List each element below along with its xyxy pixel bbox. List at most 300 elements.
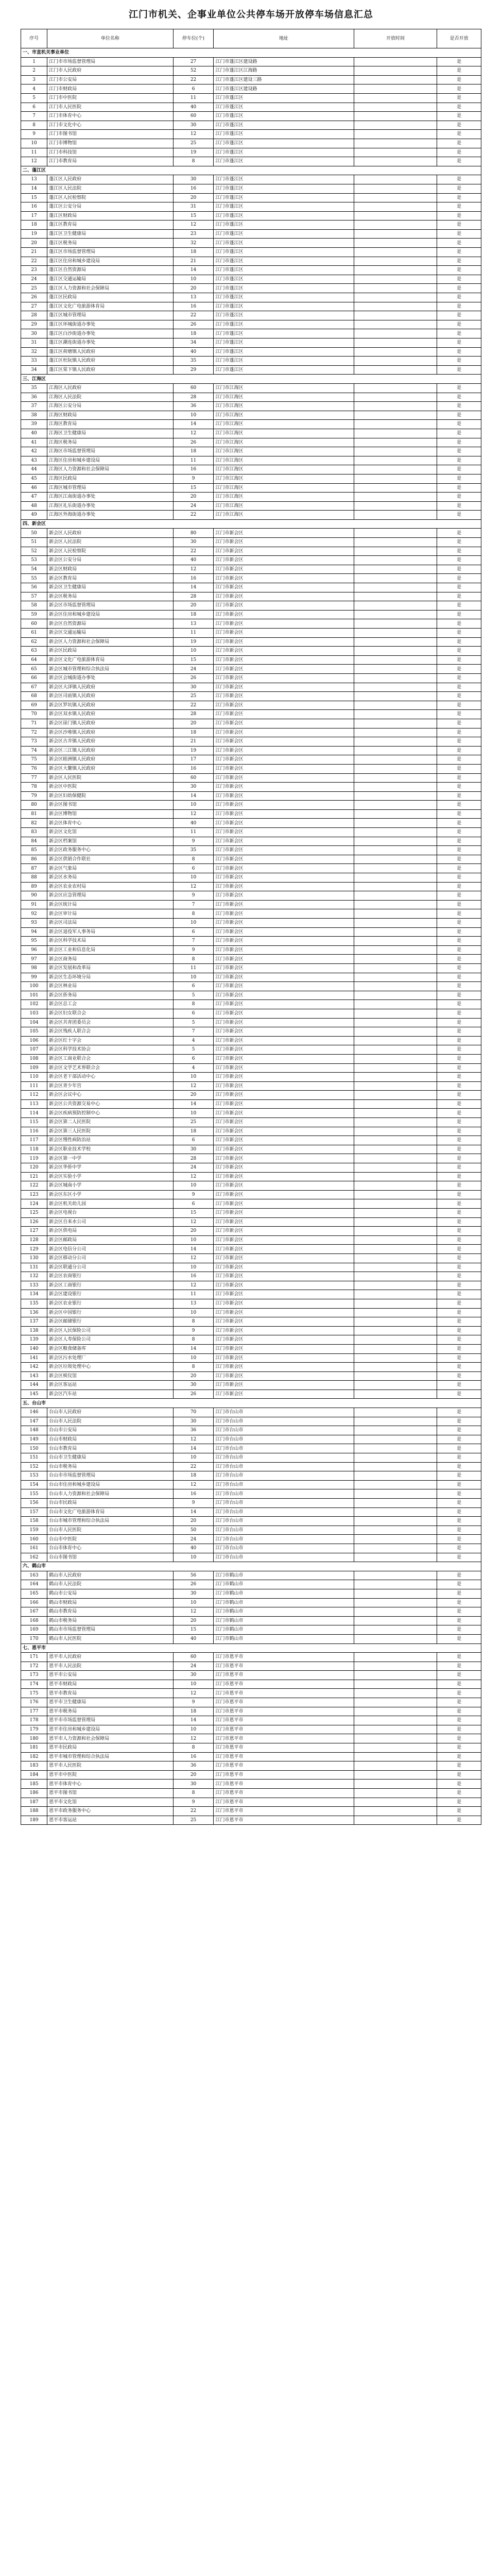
row-spaces: 10 [173,1109,214,1118]
row-address: 江门市恩平市 [214,1680,354,1689]
row-no: 31 [21,338,47,348]
row-spaces: 9 [173,1190,214,1199]
row-no: 114 [21,1109,47,1118]
row-no: 118 [21,1145,47,1154]
row-no: 12 [21,157,47,166]
row-address: 江门市蓬江区 [214,184,354,193]
row-spaces: 6 [173,84,214,94]
row-open-flag: 是 [437,547,481,556]
row-open-time [354,1308,437,1317]
row-name: 新会区华侨中学 [47,1163,174,1173]
row-address: 江门市台山市 [214,1517,354,1526]
row-open-flag: 是 [437,801,481,810]
table-row [21,248,481,257]
row-spaces: 30 [173,1145,214,1154]
row-no: 174 [21,1680,47,1689]
row-name: 新会区市场监督管理局 [47,601,174,611]
row-address: 江门市新会区 [214,665,354,674]
row-spaces: 10 [173,411,214,420]
row-name: 蓬江区财政局 [47,211,174,221]
row-open-time [354,311,437,320]
table-row [21,945,481,955]
table-row [21,1789,481,1798]
row-no: 92 [21,909,47,919]
row-spaces: 10 [173,647,214,656]
row-open-flag: 是 [437,483,481,493]
row-open-flag: 是 [437,1363,481,1372]
row-open-flag: 是 [437,1816,481,1825]
row-no: 101 [21,991,47,1000]
row-open-flag: 是 [437,248,481,257]
row-no: 60 [21,619,47,629]
row-open-flag: 是 [437,1353,481,1363]
row-open-time [354,637,437,647]
row-address: 江门市蓬江区建设三路 [214,75,354,84]
table-row [21,293,481,302]
row-open-flag: 是 [437,655,481,665]
row-open-time [354,148,437,157]
row-address: 江门市新会区 [214,991,354,1000]
row-name: 江门市人民政府 [47,66,174,76]
row-address: 江门市恩平市 [214,1734,354,1743]
row-address: 江门市鹤山市 [214,1580,354,1589]
row-name: 新会区三江镇人民政府 [47,746,174,755]
row-no: 10 [21,139,47,148]
row-spaces: 9 [173,1698,214,1707]
row-open-flag: 是 [437,673,481,683]
row-spaces: 24 [173,665,214,674]
row-name: 新会区东区小学 [47,1190,174,1199]
row-open-flag: 是 [437,1263,481,1272]
row-address: 江门市蓬江区 [214,248,354,257]
table-row [21,583,481,592]
row-open-flag: 是 [437,1389,481,1399]
row-open-time [354,783,437,792]
row-open-flag: 是 [437,1091,481,1100]
row-name: 江海区人民法院 [47,393,174,402]
row-open-flag: 是 [437,329,481,338]
row-spaces: 11 [173,828,214,837]
table-row [21,1036,481,1045]
row-no: 160 [21,1535,47,1544]
row-open-time [354,683,437,692]
row-open-flag: 是 [437,474,481,483]
row-no: 78 [21,783,47,792]
row-name: 新会区科学技术协会 [47,1045,174,1055]
row-open-flag: 是 [437,1671,481,1680]
row-name: 新会区双水镇人民政府 [47,710,174,719]
row-address: 江门市新会区 [214,637,354,647]
row-name: 蓬江区人民检察院 [47,193,174,202]
row-open-flag: 是 [437,1154,481,1163]
row-open-time [354,1317,437,1327]
row-name: 江门市财政局 [47,84,174,94]
row-spaces: 14 [173,266,214,275]
header-row [21,29,481,48]
row-spaces: 22 [173,75,214,84]
row-name: 新会区人力资源和社会保障局 [47,637,174,647]
row-address: 江门市台山市 [214,1444,354,1453]
row-spaces: 32 [173,239,214,248]
row-name: 新会区林业局 [47,982,174,991]
row-name: 江门市中医院 [47,93,174,103]
row-open-flag: 是 [437,1752,481,1761]
row-open-flag: 是 [437,1308,481,1317]
row-no: 180 [21,1734,47,1743]
row-open-flag: 是 [437,909,481,919]
row-name: 新会区供销合作联社 [47,855,174,864]
row-address: 江门市新会区 [214,1091,354,1100]
row-address: 江门市蓬江区 [214,275,354,284]
row-open-time [354,1389,437,1399]
row-open-flag: 是 [437,221,481,230]
row-open-flag: 是 [437,619,481,629]
row-open-time [354,221,437,230]
row-open-flag: 是 [437,1281,481,1290]
row-address: 江门市新会区 [214,647,354,656]
row-no: 186 [21,1789,47,1798]
row-open-time [354,75,437,84]
row-no: 95 [21,937,47,946]
row-open-flag: 是 [437,211,481,221]
row-no: 30 [21,329,47,338]
row-no: 5 [21,93,47,103]
row-open-time [354,592,437,601]
row-name: 恩平市民政局 [47,1743,174,1753]
row-open-flag: 是 [437,900,481,909]
row-open-time [354,1253,437,1263]
table-row [21,919,481,928]
row-open-time [354,139,437,148]
row-no: 21 [21,248,47,257]
row-name: 新会区住房和城乡建设局 [47,610,174,619]
row-no: 54 [21,565,47,574]
row-name: 新会区公安分局 [47,556,174,565]
row-open-flag: 是 [437,1326,481,1335]
table-row [21,1263,481,1272]
row-address: 江门市蓬江区 [214,357,354,366]
table-row [21,1253,481,1263]
row-open-time [354,483,437,493]
table-row [21,193,481,202]
row-address: 江门市新会区 [214,1217,354,1227]
row-address: 江门市恩平市 [214,1671,354,1680]
row-spaces: 16 [173,574,214,583]
row-spaces: 11 [173,456,214,465]
row-address: 江门市新会区 [214,692,354,701]
row-open-time [354,574,437,583]
row-spaces: 12 [173,429,214,438]
row-open-time [354,737,437,747]
row-open-flag: 是 [437,647,481,656]
row-spaces: 16 [173,1752,214,1761]
row-no: 100 [21,982,47,991]
row-name: 蓬江区人力资源和社会保障局 [47,284,174,293]
row-address: 江门市新会区 [214,791,354,801]
row-spaces: 14 [173,1344,214,1353]
row-open-time [354,900,437,909]
row-open-flag: 是 [437,556,481,565]
row-address: 江门市蓬江区 [214,365,354,375]
row-spaces: 12 [173,1734,214,1743]
row-address: 江门市鹤山市 [214,1589,354,1598]
row-spaces: 12 [173,1480,214,1489]
row-spaces: 10 [173,1680,214,1689]
row-name: 蓬江区住房和城乡建设局 [47,257,174,266]
row-address: 江门市新会区 [214,982,354,991]
row-open-flag: 是 [437,783,481,792]
row-name: 新会区慢性病防治站 [47,1136,174,1145]
row-open-time [354,1671,437,1680]
row-spaces: 24 [173,1535,214,1544]
row-no: 79 [21,791,47,801]
row-address: 江门市台山市 [214,1453,354,1463]
row-spaces: 30 [173,1780,214,1789]
row-open-time [354,973,437,982]
row-open-time [354,1235,437,1245]
row-open-time [354,1073,437,1082]
row-address: 江门市江海区 [214,438,354,447]
row-address: 江门市蓬江区 [214,293,354,302]
row-no: 45 [21,474,47,483]
row-spaces: 40 [173,556,214,565]
row-open-flag: 是 [437,719,481,728]
row-no: 44 [21,465,47,474]
row-open-flag: 是 [437,1725,481,1734]
row-name: 台山市人力资源和社会保障局 [47,1489,174,1499]
row-name: 恩平市税务局 [47,1707,174,1716]
row-no: 32 [21,347,47,357]
row-name: 新会区残疾人联合会 [47,1027,174,1037]
table-row [21,556,481,565]
row-spaces: 22 [173,1807,214,1816]
row-address: 江门市新会区 [214,1308,354,1317]
row-name: 蓬江区杜阮镇人民政府 [47,357,174,366]
row-spaces: 35 [173,846,214,855]
row-address: 江门市新会区 [214,809,354,819]
table-row [21,973,481,982]
table-row [21,1535,481,1544]
row-open-time [354,1761,437,1771]
row-name: 新会区侨务局 [47,991,174,1000]
row-address: 江门市江海区 [214,456,354,465]
row-name: 新会区垃圾处理中心 [47,1363,174,1372]
row-address: 江门市新会区 [214,1235,354,1245]
row-open-time [354,1027,437,1037]
row-open-time [354,1625,437,1635]
row-no: 98 [21,963,47,973]
table-row [21,1363,481,1372]
row-spaces: 28 [173,1154,214,1163]
row-no: 83 [21,828,47,837]
row-spaces: 9 [173,837,214,846]
row-name: 蓬江区人民法院 [47,184,174,193]
row-open-time [354,1009,437,1018]
row-no: 151 [21,1453,47,1463]
row-spaces: 60 [173,1653,214,1662]
row-address: 江门市蓬江区 [214,257,354,266]
row-name: 新会区大鳌镇人民政府 [47,764,174,773]
table-row [21,266,481,275]
table-row [21,547,481,556]
row-open-time [354,791,437,801]
row-open-time [354,1780,437,1789]
row-name: 新会区疾病预防控制中心 [47,1109,174,1118]
row-open-flag: 是 [437,411,481,420]
row-no: 55 [21,574,47,583]
row-address: 江门市新会区 [214,846,354,855]
table-row [21,483,481,493]
row-no: 138 [21,1326,47,1335]
table-row [21,93,481,103]
row-address: 江门市新会区 [214,583,354,592]
row-name: 新会区卫生健康局 [47,583,174,592]
row-name: 江海区住房和城乡建设局 [47,456,174,465]
row-open-flag: 是 [437,229,481,239]
row-open-flag: 是 [437,501,481,511]
row-open-time [354,1426,437,1435]
table-row [21,755,481,765]
table-row [21,1734,481,1743]
table-row [21,393,481,402]
row-open-time [354,828,437,837]
row-open-time [354,1063,437,1073]
row-no: 96 [21,945,47,955]
row-no: 75 [21,755,47,765]
row-open-flag: 是 [437,1408,481,1417]
row-name: 台山市公安局 [47,1426,174,1435]
row-address: 江门市新会区 [214,1353,354,1363]
row-open-flag: 是 [437,1616,481,1625]
row-open-flag: 是 [437,791,481,801]
row-no: 179 [21,1725,47,1734]
row-no: 142 [21,1363,47,1372]
row-open-time [354,610,437,619]
table-row [21,937,481,946]
table-row [21,629,481,638]
row-open-time [354,1435,437,1444]
row-spaces: 14 [173,1716,214,1725]
row-spaces: 6 [173,864,214,873]
row-address: 江门市蓬江区 [214,121,354,130]
row-name: 新会区联通分公司 [47,1263,174,1272]
row-open-time [354,193,437,202]
row-no: 18 [21,221,47,230]
row-no: 144 [21,1381,47,1390]
row-open-time [354,1453,437,1463]
table-row [21,927,481,937]
row-address: 江门市新会区 [214,565,354,574]
row-name: 江门市人民医院 [47,103,174,112]
row-name: 鹤山市税务局 [47,1616,174,1625]
table-row [21,1109,481,1118]
row-name: 新会区共青团委员会 [47,1018,174,1027]
row-spaces: 36 [173,1761,214,1771]
row-spaces: 9 [173,891,214,901]
row-name: 新会区大泽镇人民政府 [47,683,174,692]
row-open-time [354,755,437,765]
row-open-flag: 是 [437,1653,481,1662]
table-row [21,692,481,701]
row-open-flag: 是 [437,1589,481,1598]
row-name: 新会区自来水公司 [47,1217,174,1227]
row-name: 江门市市场监督管理局 [47,57,174,66]
row-open-time [354,1526,437,1535]
row-name: 新会区人民保险公司 [47,1326,174,1335]
row-address: 江门市新会区 [214,1154,354,1163]
row-spaces: 19 [173,148,214,157]
row-name: 鹤山市人民医院 [47,1634,174,1643]
table-row [21,1172,481,1181]
row-no: 80 [21,801,47,810]
row-name: 新会区妇女联合会 [47,1009,174,1018]
row-open-flag: 是 [437,1054,481,1063]
row-name: 恩平市城市管理和综合执法局 [47,1752,174,1761]
table-row [21,1389,481,1399]
row-no: 47 [21,493,47,502]
row-spaces: 22 [173,1462,214,1471]
row-name: 恩平市住房和城乡建设局 [47,1725,174,1734]
row-name: 蓬江区白沙街道办事处 [47,329,174,338]
row-name: 新会区司法局 [47,919,174,928]
row-open-time [354,1172,437,1181]
row-open-time [354,1299,437,1308]
row-no: 48 [21,501,47,511]
row-open-flag: 是 [437,275,481,284]
row-no: 125 [21,1209,47,1218]
row-no: 82 [21,819,47,828]
row-no: 154 [21,1480,47,1489]
row-open-time [354,1634,437,1643]
row-spaces: 9 [173,1326,214,1335]
row-name: 台山市体育中心 [47,1544,174,1553]
row-open-time [354,1363,437,1372]
row-open-time [354,1471,437,1481]
row-spaces: 26 [173,1389,214,1399]
row-address: 江门市新会区 [214,601,354,611]
row-address: 江门市蓬江区 [214,211,354,221]
row-spaces: 20 [173,1091,214,1100]
row-name: 新会区政务服务中心 [47,846,174,855]
header-address: 地址 [214,29,354,48]
row-no: 50 [21,529,47,538]
row-open-flag: 是 [437,1227,481,1236]
row-name: 鹤山市财政局 [47,1598,174,1607]
row-address: 江门市新会区 [214,801,354,810]
row-name: 新会区殡仪馆 [47,1371,174,1381]
row-name: 新会区工商业联合会 [47,1054,174,1063]
row-name: 江门市文化中心 [47,121,174,130]
row-address: 江门市恩平市 [214,1653,354,1662]
row-name: 新会区科学技术局 [47,937,174,946]
row-open-flag: 是 [437,1507,481,1517]
row-name: 新会区图书馆 [47,801,174,810]
row-open-time [354,1036,437,1045]
row-name: 江海区税务局 [47,438,174,447]
row-no: 153 [21,1471,47,1481]
table-row [21,365,481,375]
row-open-time [354,1408,437,1417]
row-address: 江门市恩平市 [214,1716,354,1725]
row-open-time [354,746,437,755]
table-row [21,538,481,547]
row-name: 蓬江区自然资源局 [47,266,174,275]
row-name: 江门市图书馆 [47,130,174,139]
row-no: 8 [21,121,47,130]
row-name: 蓬江区市场监督管理局 [47,248,174,257]
row-address: 江门市新会区 [214,1245,354,1254]
row-open-flag: 是 [437,1553,481,1562]
